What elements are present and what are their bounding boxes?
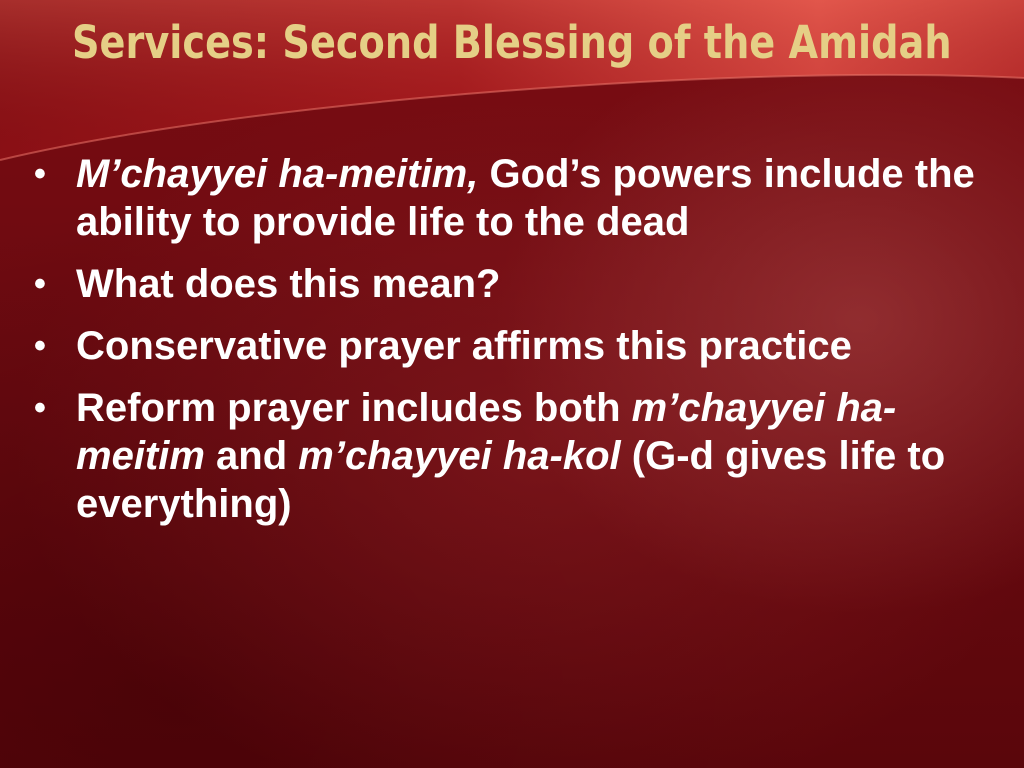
- bullet-text: What does this mean?: [76, 262, 501, 306]
- bullet-dot-icon: •: [34, 155, 46, 193]
- bullet-text: and: [204, 434, 299, 478]
- bullet-item-3: [0, 322, 1024, 370]
- bullet-item-2: [0, 260, 1024, 308]
- slide-title: Services: Second Blessing of the Amidah: [72, 16, 952, 69]
- bullet-text: Reform prayer includes both: [76, 386, 632, 430]
- bullet-dot-icon: •: [34, 389, 46, 427]
- bullet-text-italic: m’chayyei ha-meitim: [76, 386, 897, 478]
- bullet-dot-icon: •: [34, 327, 46, 365]
- bullet-text: God’s powers include the ability to provide life to the dead: [76, 152, 975, 244]
- bullet-dot-icon: •: [34, 265, 46, 303]
- bullet-item-4: [0, 384, 1024, 528]
- bullet-item-1: [0, 150, 1024, 246]
- bullet-text-italic: m’chayyei ha-kol: [298, 434, 621, 478]
- bullet-text-italic: M’chayyei ha-meitim,: [76, 152, 479, 196]
- bullet-text: (G-d gives life to everything): [76, 434, 946, 526]
- bullet-text: Conservative prayer affirms this practice: [76, 324, 852, 368]
- bullet-list: [0, 150, 1024, 542]
